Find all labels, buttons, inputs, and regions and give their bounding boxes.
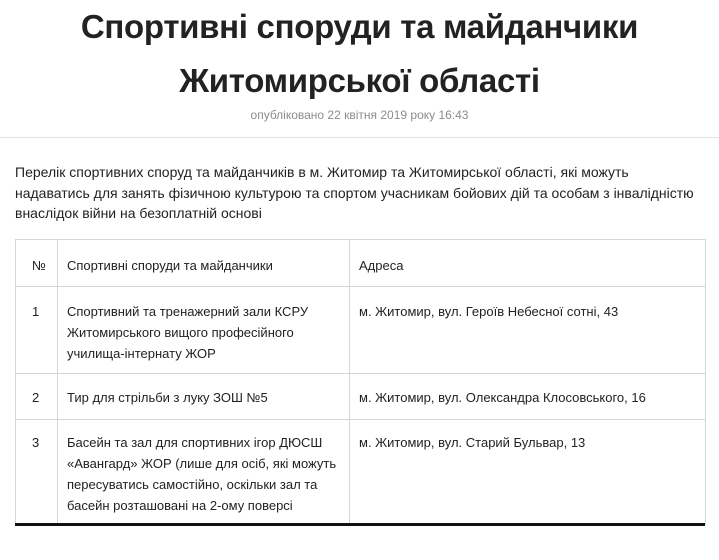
row-number-cell: 2 — [16, 374, 58, 420]
header-divider — [0, 137, 719, 138]
row-address-cell: м. Житомир, вул. Олександра Клосовського, 16 — [350, 374, 706, 420]
table-bottom-rule — [15, 523, 705, 526]
header-cell-number: № — [16, 240, 58, 287]
intro-paragraph: Перелік спортивних споруд та майданчиків в м. Житомир та Житомирської області, які можуть надаватись для занять фізичною культурою та спортом учасникам бойових дій та особам з інвалідністю внаслідок війни на безоплатній основі — [15, 164, 694, 221]
header-cell-address: Адреса — [350, 240, 706, 287]
facilities-table-container — [15, 239, 705, 525]
row-name-cell: Спортивний та тренажерний зали КСРУ Житомирського вищого професійного училища-інтернату ЖОР — [58, 287, 350, 374]
table-row — [16, 420, 706, 525]
table-row — [16, 374, 706, 420]
facilities-table — [15, 239, 706, 525]
page-title — [0, 0, 719, 108]
row-name-cell: Тир для стрільби з луку ЗОШ №5 — [58, 374, 350, 420]
publish-date: опубліковано 22 квітня 2019 року 16:43 — [250, 108, 469, 122]
table-header-row — [16, 240, 706, 287]
header-cell-name: Спортивні споруди та майданчики — [58, 240, 350, 287]
row-address-cell: м. Житомир, вул. Героїв Небесної сотні, 43 — [350, 287, 706, 374]
row-number-cell: 3 — [16, 420, 58, 525]
row-name-cell: Басейн та зал для спортивних ігор ДЮСШ «Авангард» ЖОР (лише для осіб, які можуть пересуватись самостійно, оскільки зал та басейн розташовані на 2-ому поверсі — [58, 420, 350, 525]
page-title-line-1: Спортивні споруди та майданчики — [80, 8, 639, 45]
row-address-cell: м. Житомир, вул. Старий Бульвар, 13 — [350, 420, 706, 525]
page-title-line-2: Житомирської області — [179, 62, 540, 99]
row-number-cell: 1 — [16, 287, 58, 374]
table-row — [16, 287, 706, 374]
